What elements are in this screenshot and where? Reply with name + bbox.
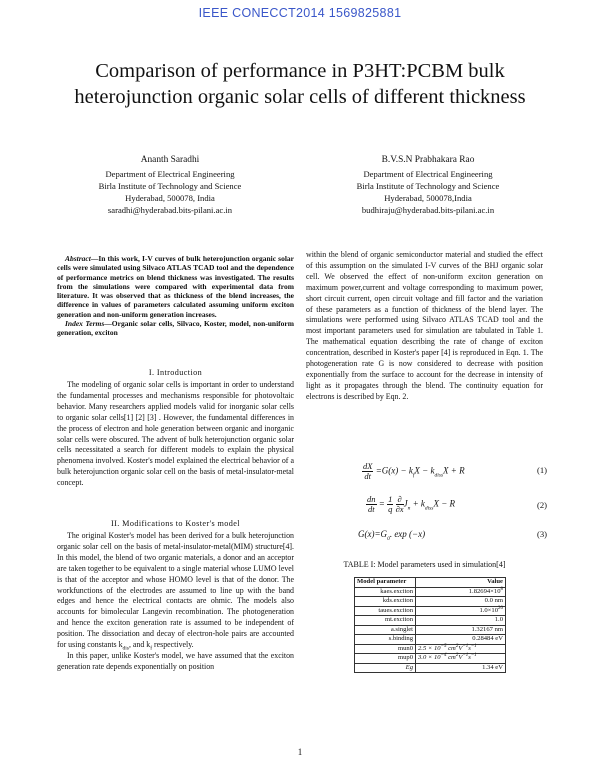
table-row [355,616,506,626]
right-column-text: within the blend of organic semiconductor material and studied the effect of this assumption on the simulated I-V curves of the BHJ organic solar cell. We observed the effect of non-uniform exciton generation on maximum power,current and voltage corresponding to maximum power, short circuit current, open circuit voltage and fill factor and the variation of these parameters as a function of thickness of the blend layer. The simulations were performed using Silvaco ATLAS TCAD tool and the most important parameters used for simulation are tabulated in Table 1. The mathematical equation describing the rate of change of exciton concentration, described in Koster's paper [4] is reproduced in Eqn. 1. The photogeneration rate G is now considered to decrease with position exponentially from the surface to account for the decrease in intensity of light as it propagates through the blend. The continuity equation for electrons is described by Eqn. 2. [306,250,543,401]
table-cell: Eg [355,663,416,673]
table-cell: $1.82694\times 10^8$ [416,587,506,597]
table-cell: mun0 [355,644,416,654]
equation-number: (2) [537,500,548,510]
table-cell: 1.0 [416,616,506,626]
table-cell: $2.5 \times 10^{-5}$ $cm^2V^{-1}s^{-1}$ [416,644,506,654]
table-cell: $3.0 \times 10^{-4}$ $cm^2V^{-1}s^{-1}$ [416,654,506,664]
author-inst: Birla Institute of Technology and Science [98,181,242,191]
abstract-text: —In this work, I-V curves of bulk heterojunction organic solar cells were simulated using Silvaco ATLAS TCAD tool and the dependence of performance metrics on blend thickness was investigated. The results from the simulations were compared with experimental data from literature. It was observed that as thickness of the blend increases, the difference in values of parameters calculated assuming uniform exciton generation and non-uniform generation increases. [57,254,294,319]
equation-number: (3) [537,529,548,539]
intro-paragraph [57,380,294,489]
table-cell: 0.0 nm [416,597,506,607]
intro-text: The modeling of organic solar cells is important in order to understand the fundamental processes and mechanisms responsible for photovoltaic behavior. Many researchers applied models valid for inorganic solar cells to organic solar cells[1] [2] [3] . However, the fundamental differences in the process of electron and hole generation between organic and inorganic solar cells were obscured. The advent of bulk heterojunction organic solar cells necessitated a search for different models to explain the physical phenomena involved. Koster's model explained the electrical behavior of a bulk heterojunction organic solar cell on the basis of metal-insulator-metal concept. [57,380,294,488]
table-cell: kaes.exciton [355,587,416,597]
modifications-text-1: The original Koster's model has been derived for a bulk heterojunction organic solar cell on the basis of metal-insulator-metal(MIM) structure[4]. In this model, the blend of two organic materials, a donor and an acceptor are taken together to be equivalent to a single material whose LUMO level is that of the acceptor and whose HOMO level is that of the donor. The workfunctions of the electrodes are assumed to line up with the band edges and hence the electrical contacts are ohmic. The models also accounts for bimolecular Langevin recombination. The photogeneration and hence the exciton generation rate is assumed to be independent of position. The dissociation and decay of electron-hole pairs are accounted for using constants $k_{dis}$, and $k_f$ respectively. [57,531,294,652]
modifications-text-2: In this paper, unlike Koster's model, we have assumed that the exciton generation rate depends exponentially on position [57,650,294,671]
table-cell: 0.28484 eV [416,635,506,645]
author-block-1 [60,154,280,216]
equation-1: $\frac{dX}{dt}$ $=G(x) - k_fX - k_{diss}X + R$ (1) [363,461,548,481]
abstract-label: Abstract [65,254,91,263]
table-cell: taues.exciton [355,606,416,616]
abstract [57,254,294,338]
table-cell: 1.32167 nm [416,625,506,635]
table-row [355,663,506,673]
table-cell: 1.34 eV [416,663,506,673]
page-number: 1 [297,747,303,757]
parameter-table [354,577,506,673]
author-dept: Department of Electrical Engineering [363,169,493,179]
table-caption: TABLE I: Model parameters used in simulation[4] [343,560,506,569]
author-dept: Department of Electrical Engineering [105,169,235,179]
table-cell: mup0 [355,654,416,664]
table-header-cell: Value [416,578,506,588]
table-row [355,644,506,654]
table-cell: a.singlet [355,625,416,635]
equation-2: $\frac{dn}{dt}$ = $\frac{1}{q}$ $\frac{\partial}{\partial x}$ $J_n + k_{diss}X - R$ (2) [367,494,548,514]
author-email: saradhi@hyderabad.bits-pilani.ac.in [107,205,233,215]
index-terms-label: Index Terms [65,319,105,329]
author-email: budhiraju@hyderabad.bits-pilani.ac.in [361,205,495,215]
table-cell: kds.exciton [355,597,416,607]
author-name: B.V.S.N Prabhakara Rao [381,155,475,165]
author-inst: Birla Institute of Technology and Science [356,181,500,191]
equation-number: (1) [537,465,548,475]
modifications-paragraph [57,531,294,673]
table-cell: s.binding [355,635,416,645]
section-heading-modifications: II. Modifications to Koster's model [111,519,240,528]
table-row [355,587,506,597]
author-name: Ananth Saradhi [140,155,200,165]
table-row [355,597,506,607]
index-terms-text: —Organic solar cells, Silvaco, Koster, model, non-uniform generation, exciton [57,319,295,338]
table-header-row [355,578,506,588]
section-heading-intro: I. Introduction [148,368,203,377]
author-city: Hyderabad, 500078,India [384,193,472,203]
table-header-cell: Model parameter [355,578,416,588]
paper-title: Comparison of performance in P3HT:PCBM bulk heterojunction organic solar cells of different thickness [74,60,526,108]
table-row [355,625,506,635]
author-city: Hyderabad, 500078, India [125,193,215,203]
table-cell: $1.0\times 10^{20}$ [416,606,506,616]
conference-tag: IEEE CONECCT2014 1569825881 [198,6,402,20]
table-row [355,606,506,616]
author-block-2 [318,154,538,216]
table-row [355,654,506,664]
table-row [355,635,506,645]
equation-3: $G(x)=G_0$. exp (−x) (3) [358,529,548,542]
right-column-paragraph [306,250,543,403]
table-cell: mt.exciton [355,616,416,626]
